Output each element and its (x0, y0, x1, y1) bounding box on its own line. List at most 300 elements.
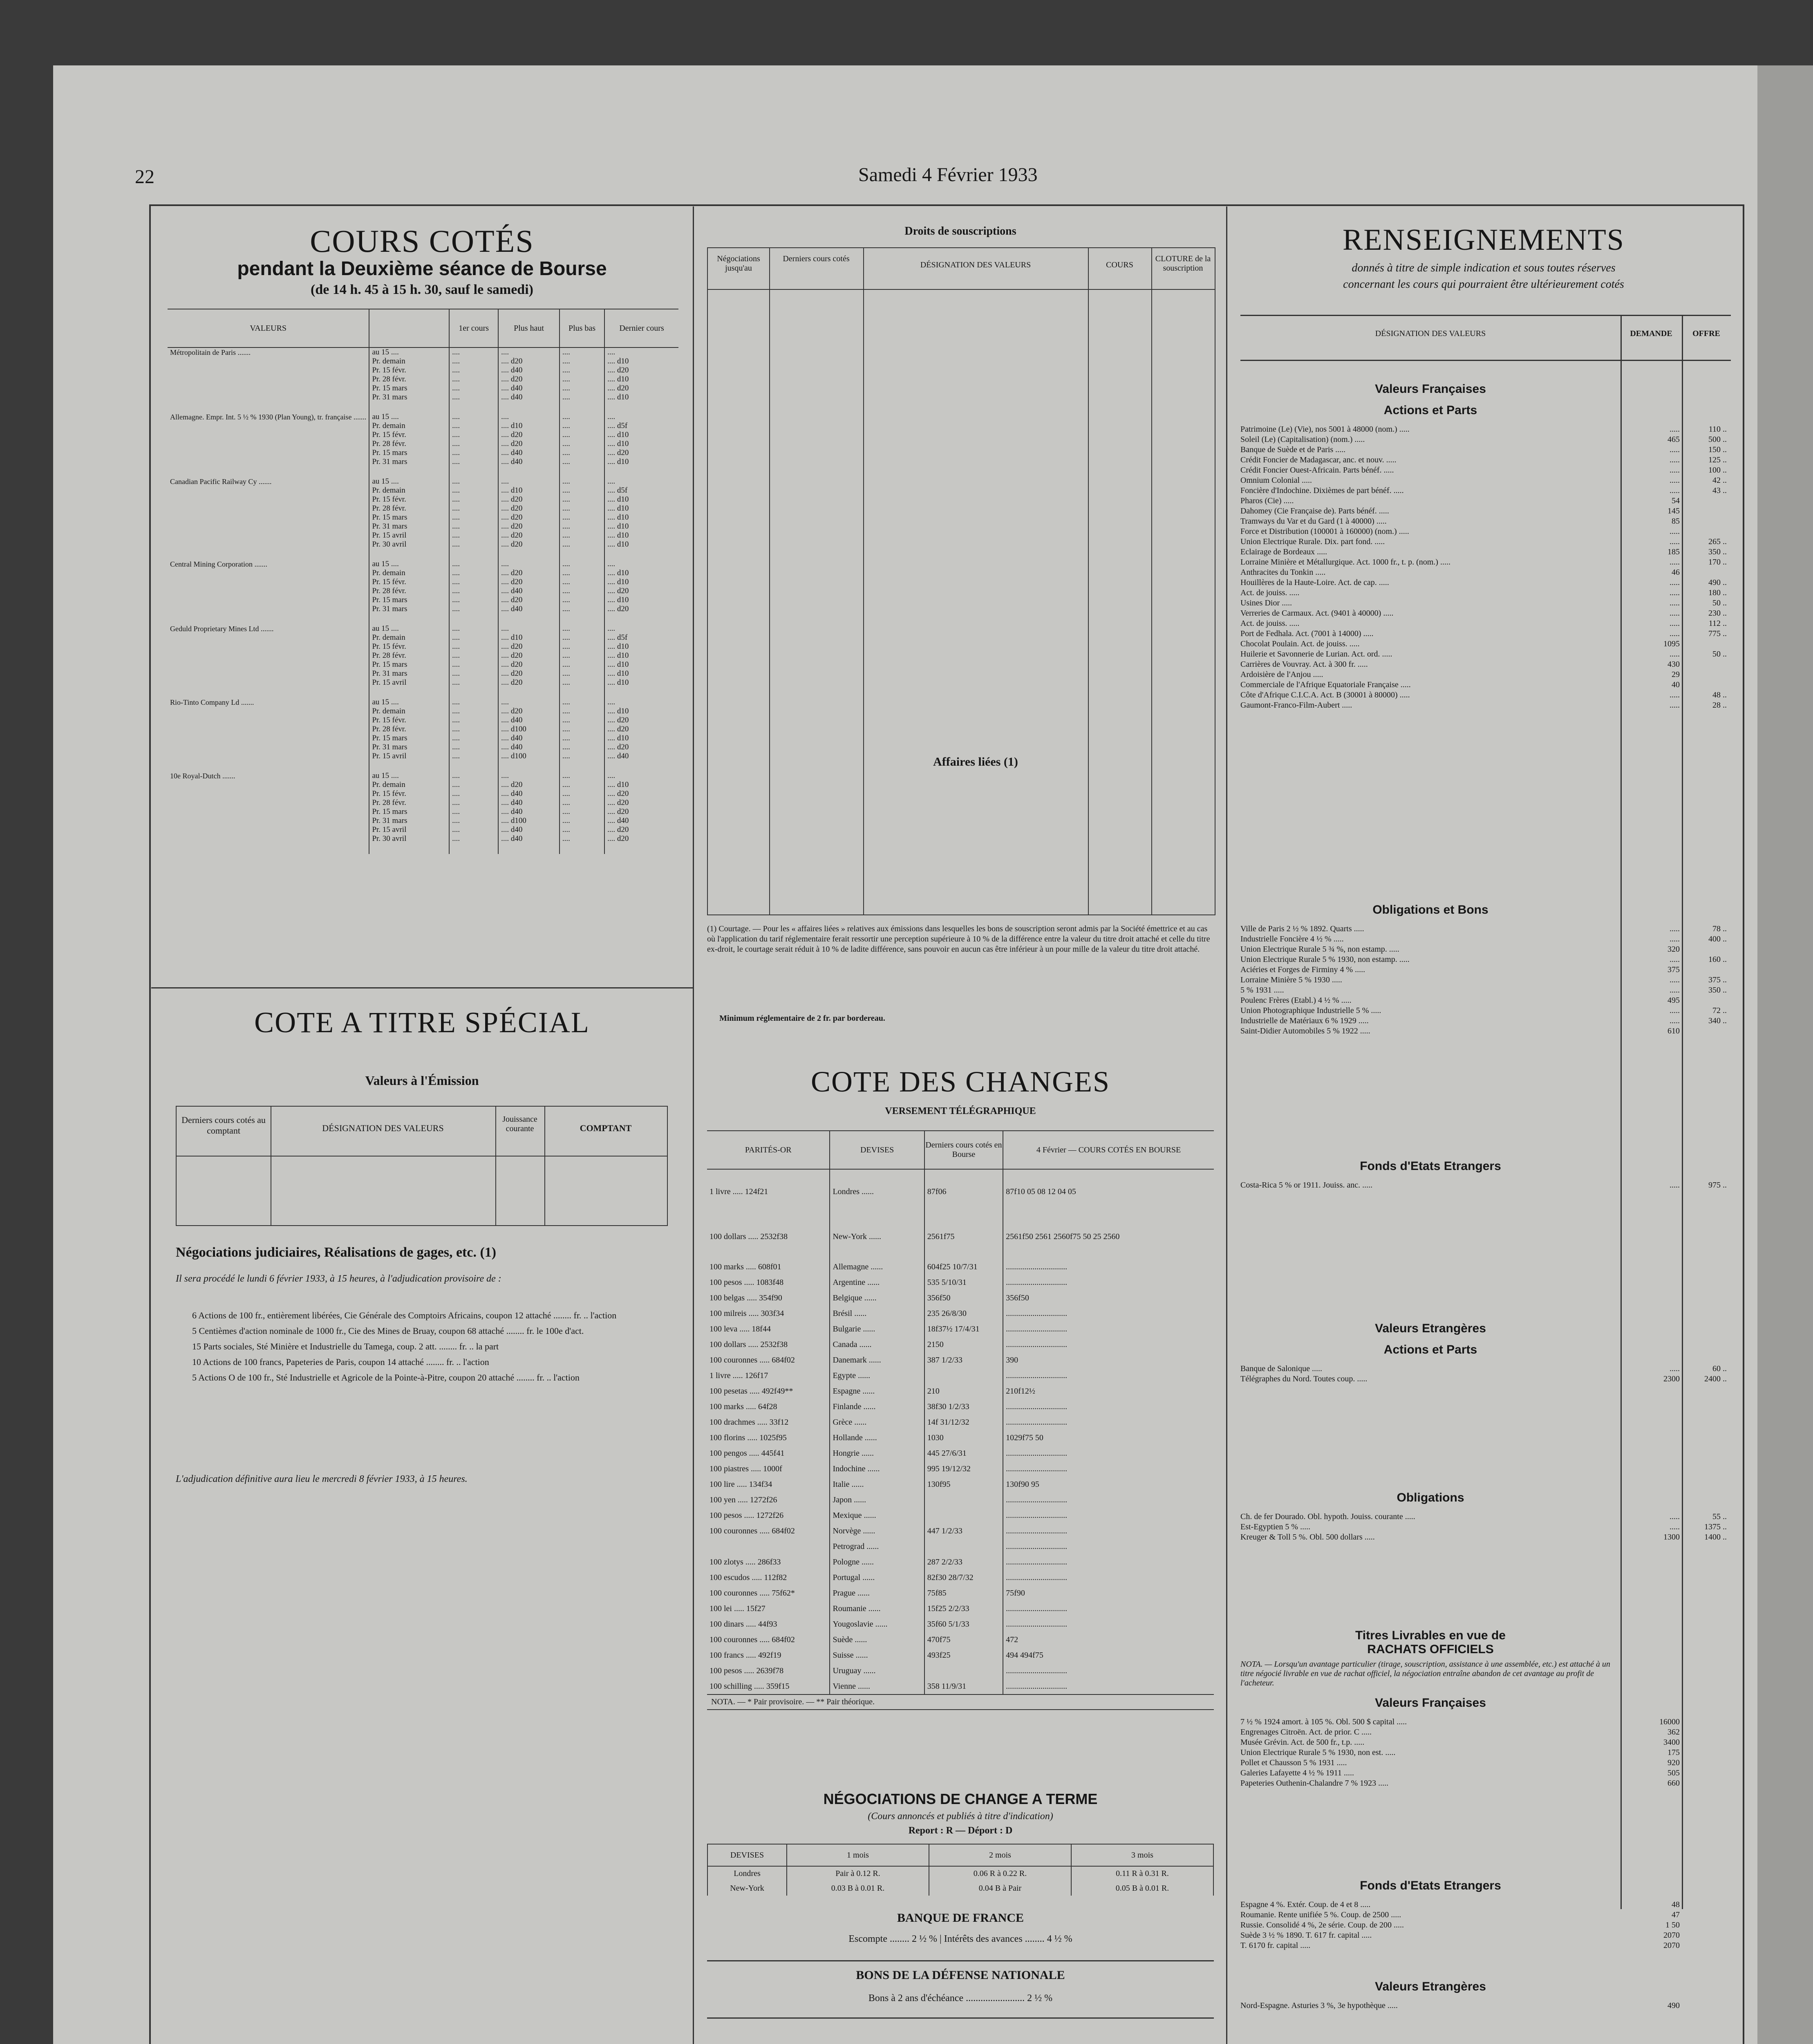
changes-cell: 130f95 (924, 1477, 1003, 1492)
action-row (1240, 619, 1731, 629)
cotes-cell: .... (560, 486, 604, 495)
cotes-spacer-cell (498, 402, 560, 412)
cotes-cell: .... d20 (498, 780, 560, 789)
changes-cell: Japon ...... (830, 1492, 924, 1508)
row-demande: 430 (1668, 660, 1680, 669)
changes-row (707, 1399, 1214, 1414)
row-offre: 975 .. (1708, 1181, 1727, 1190)
changes-row (707, 1647, 1214, 1663)
changes-cell: 100 dinars ..... 44f93 (710, 1619, 777, 1629)
cotes-cell: Pr. demain (369, 486, 449, 495)
cotes-cell: .... d20 (498, 522, 560, 531)
changes-cell: 75f90 (1003, 1585, 1214, 1601)
row-offre: 100 .. (1708, 466, 1727, 475)
cotes-row (168, 587, 678, 596)
rachat-fonds-row (1240, 1910, 1731, 1921)
cotes-cell: .... d10 (604, 569, 678, 578)
cotes-valeur: 10e Royal-Dutch ....... (170, 771, 235, 780)
changes-table (707, 1130, 1214, 1710)
row-demande: ..... (1670, 578, 1680, 587)
changes-cell: 604f25 10/7/31 (924, 1259, 1003, 1275)
cotes-cell: .... d20 (604, 587, 678, 596)
changes-cell: Roumanie ...... (830, 1601, 924, 1616)
cotes-cell: .... d10 (604, 522, 678, 531)
row-demande: ..... (1670, 955, 1680, 964)
cotes-cell: Pr. 31 mars (369, 393, 449, 402)
row-label: Roumanie. Rente unifiée 5 %. Coup. de 2500 ..... (1240, 1910, 1401, 1919)
cotes-cell: Pr. 15 févr. (369, 495, 449, 504)
cotes-row (168, 734, 678, 743)
cotes-spacer-cell (168, 687, 369, 698)
renseignements-intro2: concernant les cours qui pourraient être ultérieurement cotés (1343, 278, 1624, 291)
changes-row (707, 1321, 1214, 1337)
fonds-row (1240, 1181, 1731, 1191)
cotes-cell: .... d10 (604, 780, 678, 789)
right-col-offre: OFFRE (1692, 329, 1720, 338)
judicial-item: 5 Actions O de 100 fr., Sté Industrielle et Agricole de la Pointe-à-Pitre, coupon 20 attaché ........ fr. .. l'action (192, 1372, 580, 1383)
row-label: Poulenc Frères (Etabl.) 4 ½ % ..... (1240, 996, 1352, 1005)
row-label: Anthracites du Tonkin ..... (1240, 568, 1326, 577)
row-demande: 85 (1672, 517, 1680, 526)
cours-cotes-table (168, 309, 678, 854)
cotes-cell: .... (449, 439, 498, 448)
cotes-valeur (168, 816, 369, 825)
cotes-spacer (168, 614, 678, 624)
changes-cell: Finlande ...... (830, 1399, 924, 1414)
cotes-spacer-cell (560, 687, 604, 698)
cotes-cell: .... (560, 347, 604, 357)
cotes-spacer-cell (498, 466, 560, 477)
cotes-cell: Pr. demain (369, 421, 449, 430)
changes-cell: Pologne ...... (830, 1554, 924, 1570)
cotes-cell: Pr. 15 avril (369, 678, 449, 687)
cotes-cell: Pr. demain (369, 780, 449, 789)
cotes-cell: .... d20 (604, 716, 678, 725)
changes-cell: Yougoslavie ...... (830, 1616, 924, 1632)
cotes-cell: Pr. 15 mars (369, 513, 449, 522)
cotes-row (168, 504, 678, 513)
changes-cell: 100 pengos ..... 445f41 (710, 1448, 785, 1458)
changes-cell: .............................. (1003, 1679, 1214, 1694)
cotes-cell: .... (560, 439, 604, 448)
cotes-cell: .... (498, 624, 560, 633)
terme-cell: 0.05 B à 0.01 R. (1071, 1881, 1213, 1896)
cotes-cell: .... d10 (604, 734, 678, 743)
row-demande: ..... (1670, 1522, 1680, 1531)
cotes-valeur (168, 734, 369, 743)
cotes-cell: .... (449, 531, 498, 540)
row-demande: 46 (1672, 568, 1680, 577)
cotes-cell: .... (449, 384, 498, 393)
cotes-cell: .... (560, 393, 604, 402)
changes-cell: 100 lei ..... 15f27 (710, 1604, 765, 1613)
cotes-valeur (168, 596, 369, 605)
section-heading: Fonds d'Etats Etrangers (1360, 1159, 1501, 1173)
cotes-spacer-cell (168, 761, 369, 771)
cotes-cell: Pr. 15 févr. (369, 789, 449, 798)
rachat-fonds-row (1240, 1900, 1731, 1910)
cotes-row (168, 578, 678, 587)
changes-cell: Suisse ...... (830, 1647, 924, 1663)
divider (151, 987, 693, 988)
row-offre: 775 .. (1708, 629, 1727, 638)
terme-table (707, 1844, 1214, 1896)
cotes-row (168, 421, 678, 430)
cotes-header: VALEURS (168, 309, 369, 347)
cotes-row (168, 347, 678, 357)
cotes-cell: Pr. 28 févr. (369, 651, 449, 660)
right-column (1228, 206, 1739, 2044)
cotes-cell: .... d10 (604, 596, 678, 605)
cotes-cell: au 15 .... (369, 698, 449, 707)
terme-cell: Londres (707, 1866, 787, 1881)
row-demande: ..... (1670, 445, 1680, 454)
terme-grid (707, 1844, 1214, 1896)
row-offre: 340 .. (1708, 1016, 1727, 1025)
cotes-cell: .... d10 (604, 504, 678, 513)
cotes-spacer-cell (369, 402, 449, 412)
cotes-cell: .... d20 (498, 642, 560, 651)
changes-cell: Bulgarie ...... (830, 1321, 924, 1337)
cotes-cell: Pr. 28 févr. (369, 725, 449, 734)
cotes-cell: .... (449, 798, 498, 807)
cotes-spacer-cell (168, 843, 369, 854)
row-label: Union Electrique Rurale 5 ¾ %, non estamp. ..... (1240, 945, 1399, 954)
cotes-valeur (168, 531, 369, 540)
changes-subtitle: VERSEMENT TÉLÉGRAPHIQUE (885, 1106, 1036, 1116)
cotes-cell: .... d10 (604, 578, 678, 587)
cotes-cell: .... (449, 816, 498, 825)
changes-cell: New-York ...... (830, 1214, 924, 1259)
changes-cell: 100 couronnes ..... 684f02 (710, 1635, 795, 1644)
cotes-valeur (168, 807, 369, 816)
divider (707, 2017, 1214, 2019)
changes-header: DEVISES (830, 1131, 924, 1169)
changes-cell: .............................. (1003, 1446, 1214, 1461)
cotes-cell: .... (449, 421, 498, 430)
cotes-cell: .... (449, 605, 498, 614)
souscriptions-table (707, 247, 1215, 915)
cotes-cell: Pr. 15 mars (369, 448, 449, 457)
emission-col-derniers: Derniers cours cotés au comptant (181, 1115, 266, 1136)
changes-cell: Vienne ...... (830, 1679, 924, 1694)
cotes-row (168, 448, 678, 457)
row-demande: ..... (1670, 609, 1680, 618)
cotes-cell: Pr. 15 févr. (369, 430, 449, 439)
cotes-row (168, 660, 678, 669)
cotes-spacer-cell (604, 761, 678, 771)
changes-row (707, 1570, 1214, 1585)
cotes-valeur (168, 707, 369, 716)
row-label: Pollet et Chausson 5 % 1931 ..... (1240, 1758, 1347, 1767)
rachat-fr-row (1240, 1728, 1731, 1738)
row-demande: 362 (1668, 1728, 1680, 1737)
row-offre: 125 .. (1708, 455, 1727, 464)
emission-col-designation: DÉSIGNATION DES VALEURS (322, 1123, 444, 1133)
cotes-valeur (168, 669, 369, 678)
row-label: Crédit Foncier de Madagascar, anc. et nouv. ..... (1240, 455, 1397, 464)
cotes-cell: Pr. 15 févr. (369, 642, 449, 651)
cotes-row (168, 725, 678, 734)
row-offre: 42 .. (1712, 476, 1727, 485)
cotes-cell: .... (449, 771, 498, 780)
changes-cell: Egypte ...... (830, 1368, 924, 1383)
row-demande: ..... (1670, 1016, 1680, 1025)
right-col-designation: DÉSIGNATION DES VALEURS (1375, 329, 1486, 338)
cotes-cell: .... (604, 698, 678, 707)
cotes-cell: .... (560, 678, 604, 687)
row-demande: 16000 (1659, 1717, 1680, 1726)
action-row (1240, 486, 1731, 496)
changes-cell: 2561f50 2561 2560f75 50 25 2560 (1003, 1214, 1214, 1259)
row-label: Galeries Lafayette 4 ½ % 1911 ..... (1240, 1768, 1354, 1777)
cotes-cell: .... (560, 513, 604, 522)
cotes-row (168, 780, 678, 789)
row-label: 7 ½ % 1924 amort. à 105 %. Obl. 500 $ capital ..... (1240, 1717, 1407, 1726)
cotes-row (168, 743, 678, 752)
cotes-cell: .... d10 (604, 513, 678, 522)
action-etr-row (1240, 1364, 1731, 1374)
cotes-spacer-cell (449, 761, 498, 771)
cotes-cell: .... d20 (498, 430, 560, 439)
cotes-spacer-cell (449, 843, 498, 854)
row-demande: ..... (1670, 986, 1680, 995)
changes-cell: Suède ...... (830, 1632, 924, 1647)
courtage-note: (1) Courtage. — Pour les « affaires liées » relatives aux émissions dans lesquelles les bons de souscription seront admis par la Société émettrice et au cas où l'application du tarif réglementaire ferait ressortir une perception supérieure à 10 % de la différence entre la valeur du titre droit attaché et celle du titre ex-droit, le courtage serait réduit à 10 % de ladite différence, sans pouvoir en aucun cas être inférieur à un pour mille de la valeur du titre droit attaché. (707, 924, 1210, 954)
cotes-cell: .... (560, 624, 604, 633)
cotes-cell: Pr. 15 avril (369, 825, 449, 834)
changes-row (707, 1679, 1214, 1694)
cotes-valeur: Métropolitain de Paris ....... (170, 348, 251, 356)
row-label: Foncière d'Indochine. Dixièmes de part bénéf. ..... (1240, 486, 1404, 495)
cotes-spacer-cell (604, 466, 678, 477)
cotes-cell: .... d40 (498, 834, 560, 843)
cotes-valeur (168, 587, 369, 596)
cotes-spacer-cell (604, 843, 678, 854)
cotes-cell: .... (449, 457, 498, 466)
action-row (1240, 558, 1731, 568)
terme-title: NÉGOCIATIONS DE CHANGE A TERME (823, 1791, 1098, 1807)
cotes-cell: .... (449, 587, 498, 596)
judicial-item: 15 Parts sociales, Sté Minière et Industrielle du Tamega, coup. 2 att. ........ fr. .. la part (192, 1341, 499, 1351)
cotes-cell: .... (560, 816, 604, 825)
cotes-cell: .... (560, 771, 604, 780)
cotes-row (168, 457, 678, 466)
action-row (1240, 660, 1731, 670)
cotes-cell: .... (449, 698, 498, 707)
cotes-valeur (168, 513, 369, 522)
obligation-row (1240, 1006, 1731, 1016)
action-row (1240, 650, 1731, 660)
changes-row (707, 1554, 1214, 1570)
changes-cell: .............................. (1003, 1570, 1214, 1585)
cotes-cell: .... (498, 412, 560, 421)
cotes-cell: .... (498, 560, 560, 569)
row-offre: 1375 .. (1704, 1522, 1727, 1531)
section-heading: Titres Livrables en vue de (1355, 1629, 1506, 1642)
cotes-cell: .... (560, 734, 604, 743)
changes-cell: Allemagne ...... (830, 1259, 924, 1275)
row-label: T. 6170 fr. capital ..... (1240, 1941, 1311, 1950)
cotes-cell: .... (560, 375, 604, 384)
changes-cell: 493f25 (924, 1647, 1003, 1663)
row-demande: 175 (1668, 1748, 1680, 1757)
changes-cell: 2150 (924, 1337, 1003, 1352)
cotes-cell: .... (449, 513, 498, 522)
row-label: Act. de jouiss. ..... (1240, 619, 1300, 628)
cotes-valeur (168, 752, 369, 761)
row-label: Carrières de Vouvray. Act. à 300 fr. ..... (1240, 660, 1368, 669)
cotes-row (168, 642, 678, 651)
cotes-valeur (168, 725, 369, 734)
changes-cell: 100 pesos ..... 1083f48 (710, 1278, 784, 1287)
row-label: Suède 3 ½ % 1890. T. 617 fr. capital ..... (1240, 1931, 1372, 1940)
action-row (1240, 568, 1731, 578)
row-offre: 500 .. (1708, 435, 1727, 444)
cotes-cell: .... (560, 633, 604, 642)
changes-cell: 445 27/6/31 (924, 1446, 1003, 1461)
cotes-cell: .... d20 (498, 569, 560, 578)
changes-cell: .............................. (1003, 1663, 1214, 1679)
changes-cell: Mexique ...... (830, 1508, 924, 1523)
cotes-row (168, 651, 678, 660)
action-row (1240, 537, 1731, 547)
cotes-cell: .... d40 (604, 752, 678, 761)
cotes-spacer-cell (560, 549, 604, 560)
rachats-title: RACHATS OFFICIELS (1367, 1643, 1494, 1656)
cotes-cell: .... d10 (604, 678, 678, 687)
changes-cell: 100 belgas ..... 354f90 (710, 1293, 782, 1302)
changes-cell: 100 couronnes ..... 684f02 (710, 1526, 795, 1535)
row-label: Force et Distribution (100001 à 160000) (nom.) ..... (1240, 527, 1409, 536)
row-demande: ..... (1670, 558, 1680, 567)
divider (707, 1960, 1214, 1961)
row-demande: 920 (1668, 1758, 1680, 1767)
obligation-row (1240, 935, 1731, 945)
cotes-cell: .... d20 (604, 743, 678, 752)
cotes-spacer-cell (449, 549, 498, 560)
row-label: Patrimoine (Le) (Vie), nos 5001 à 48000 (nom.) ..... (1240, 425, 1410, 434)
row-label: Banque de Suède et de Paris ..... (1240, 445, 1346, 454)
row-offre: 78 .. (1712, 924, 1727, 933)
cotes-cell: .... d20 (604, 384, 678, 393)
cotes-cell: .... (560, 825, 604, 834)
cotes-cell: .... d10 (604, 495, 678, 504)
cotes-cell: .... d5f (604, 633, 678, 642)
cotes-header (369, 309, 449, 347)
bons-title: BONS DE LA DÉFENSE NATIONALE (856, 1968, 1065, 1982)
cotes-cell: Pr. demain (369, 357, 449, 366)
row-demande: ..... (1670, 455, 1680, 464)
terme-header: 1 mois (787, 1844, 929, 1866)
cotes-cell: .... (498, 771, 560, 780)
changes-row (707, 1539, 1214, 1554)
row-demande: ..... (1670, 1006, 1680, 1015)
terme-sub: (Cours annoncés et publiés à titre d'indication) (868, 1811, 1053, 1822)
cotes-spacer-cell (604, 687, 678, 698)
changes-cell: 100 lire ..... 134f34 (710, 1479, 772, 1489)
cotes-cell: Pr. 15 mars (369, 734, 449, 743)
cotes-cell: .... (449, 780, 498, 789)
changes-cell: 100 piastres ..... 1000f (710, 1464, 782, 1473)
cotes-cell: .... d20 (604, 366, 678, 375)
changes-cell: .............................. (1003, 1616, 1214, 1632)
cotes-cell: .... (560, 651, 604, 660)
cotes-cell: Pr. 15 mars (369, 384, 449, 393)
cotes-cell: .... (449, 660, 498, 669)
cotes-cell: .... (560, 412, 604, 421)
cotes-cell: au 15 .... (369, 412, 449, 421)
cotes-cell: .... d20 (604, 807, 678, 816)
row-demande: 2300 (1663, 1374, 1680, 1383)
cotes-cell: .... (560, 457, 604, 466)
section-heading: Actions et Parts (1383, 1343, 1477, 1356)
row-demande: 495 (1668, 996, 1680, 1005)
cotes-valeur (168, 789, 369, 798)
changes-cell: 356f50 (1003, 1290, 1214, 1306)
changes-cell: Uruguay ...... (830, 1663, 924, 1679)
cotes-spacer-cell (560, 843, 604, 854)
row-demande: ..... (1670, 588, 1680, 597)
cotes-row (168, 531, 678, 540)
cotes-valeur: Geduld Proprietary Mines Ltd ....... (170, 624, 274, 633)
action-row (1240, 425, 1731, 435)
changes-cell: 100 milreis ..... 303f34 (710, 1309, 784, 1318)
row-demande: ..... (1670, 1181, 1680, 1190)
cotes-cell: Pr. 15 févr. (369, 716, 449, 725)
renseignements-list (1240, 378, 1731, 2011)
row-label: Soleil (Le) (Capitalisation) (nom.) ..... (1240, 435, 1365, 444)
cotes-cell: .... (604, 477, 678, 486)
cotes-cell: .... d10 (604, 393, 678, 402)
cotes-cell: Pr. 31 mars (369, 816, 449, 825)
cotes-cell: .... (449, 366, 498, 375)
row-offre: 50 .. (1712, 650, 1727, 659)
row-offre: 48 .. (1712, 690, 1727, 699)
cotes-cell: .... d10 (498, 421, 560, 430)
cotes-cell: .... (449, 651, 498, 660)
row-label: Industrielle Foncière 4 ½ % ..... (1240, 935, 1344, 944)
row-demande: 40 (1672, 680, 1680, 689)
changes-row (707, 1214, 1214, 1259)
cotes-cell: .... d20 (498, 495, 560, 504)
changes-cell: 14f 31/12/32 (924, 1414, 1003, 1430)
cotes-spacer-cell (168, 549, 369, 560)
row-offre: 50 .. (1712, 598, 1727, 607)
row-offre: 490 .. (1708, 578, 1727, 587)
changes-cell: 100 pesetas ..... 492f49** (710, 1386, 793, 1396)
cotes-cell: .... (560, 384, 604, 393)
cotes-cell: Pr. 31 mars (369, 669, 449, 678)
cotes-cell: .... (449, 412, 498, 421)
changes-cell (924, 1368, 1003, 1383)
cotes-spacer-cell (369, 549, 449, 560)
section-heading: Valeurs Françaises (1375, 382, 1486, 396)
bons-line: Bons à 2 ans d'échéance ........................ 2 ½ % (868, 1993, 1053, 2004)
terme-cell: 0.11 R à 0.31 R. (1071, 1866, 1213, 1881)
cotes-spacer-cell (560, 761, 604, 771)
changes-cell: 87f10 05 08 12 04 05 (1003, 1169, 1214, 1214)
action-row (1240, 476, 1731, 486)
divider (1240, 360, 1731, 361)
cotes-cell: .... d10 (604, 651, 678, 660)
emission-col-jouissance: Jouissance courante (502, 1115, 537, 1133)
cotes-row (168, 707, 678, 716)
changes-cell: .............................. (1003, 1368, 1214, 1383)
cotes-cell: .... (449, 569, 498, 578)
row-offre: 400 .. (1708, 935, 1727, 944)
row-label: Act. de jouiss. ..... (1240, 588, 1300, 597)
